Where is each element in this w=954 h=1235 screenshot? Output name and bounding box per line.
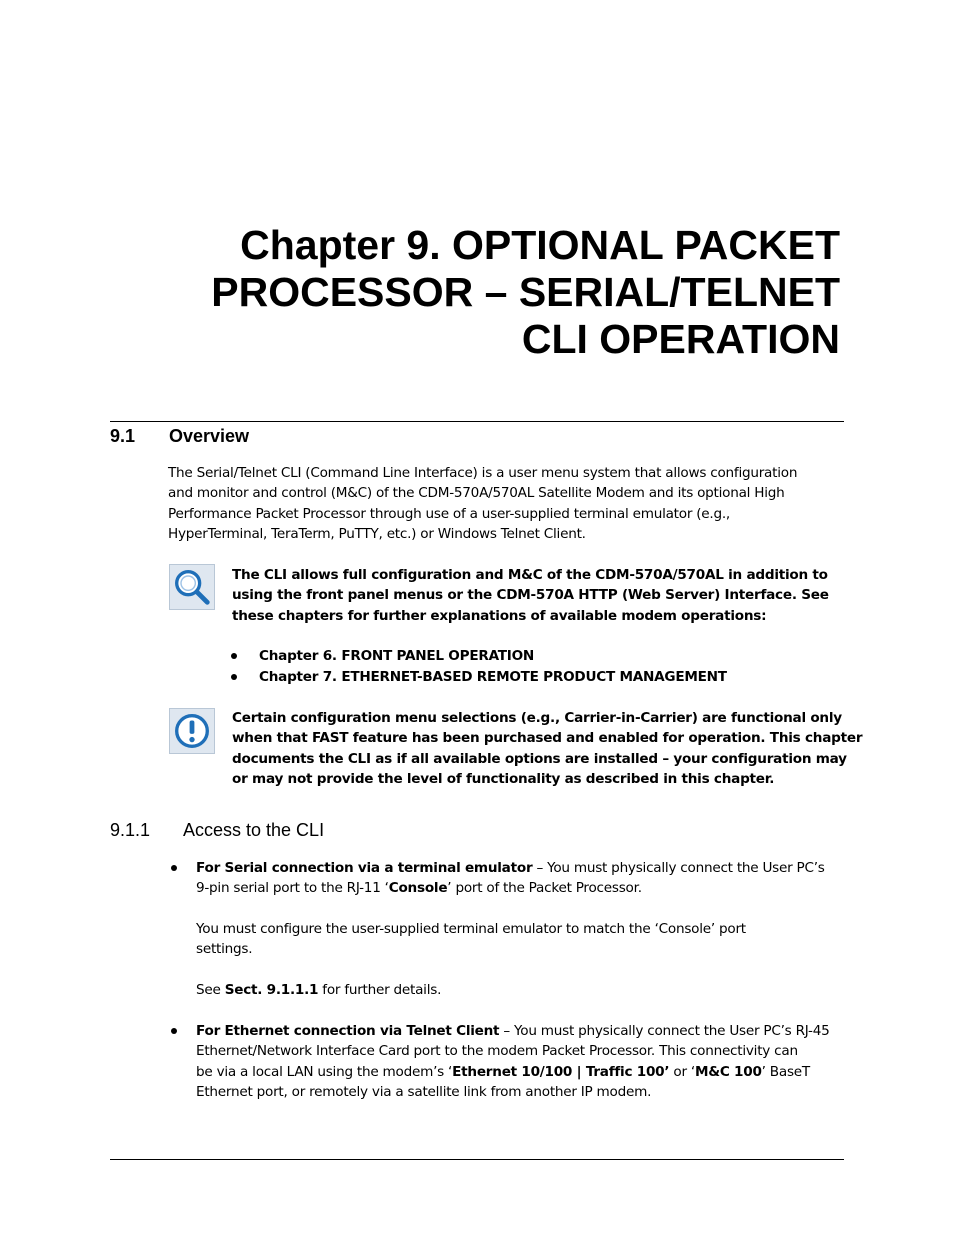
bullet-icon [231,674,237,680]
text-line: The CLI allows full configuration and M&C of the CDM-570A/570AL in addition to [232,567,828,583]
chapter-title-line-2: PROCESSOR – SERIAL/TELNET [211,269,840,315]
mc-port-label: M&C 100 [694,1063,762,1080]
text-line: and monitor and control (M&C) of the CDM-570A/570AL Satellite Modem and its optional High [168,485,785,502]
serial-config-paragraph [196,919,746,960]
text-line: when that FAST feature has been purchased and enabled for operation. This chapter [232,730,863,747]
section-heading-access-cli [110,819,324,841]
text-run: or ‘ [669,1063,695,1080]
magnifier-icon [169,564,215,610]
text-line: Performance Packet Processor through use of a user-supplied terminal emulator (e.g., [168,505,730,522]
text-line: Ethernet port, or remotely via a satellite link from another IP modem. [196,1084,652,1101]
section-rule [110,421,844,422]
text-line: Ethernet/Network Interface Card port to the modem Packet Processor. This connectivity can [196,1043,798,1060]
text-run: – You must physically connect the User PC’s RJ-45 [499,1023,830,1039]
see-section-paragraph [196,980,441,1000]
ethernet-lead: For Ethernet connection via Telnet Client [196,1023,500,1039]
bullet-icon [171,865,177,871]
ethernet-connection-item [196,1021,830,1103]
bullet-icon [231,653,237,659]
text-run: ’ port of the Packet Processor. [447,880,642,897]
text-run: for further details. [318,982,442,998]
bullet-chapter-7: Chapter 7. ETHERNET-BASED REMOTE PRODUCT MANAGEMENT [259,669,727,685]
text-line [196,858,825,878]
text-line: You must configure the user-supplied terminal emulator to match the ‘Console’ port [196,921,746,937]
section-title: Access to the CLI [183,820,325,840]
section-number: 9.1 [110,426,136,446]
text-line: HyperTerminal, TeraTerm, PuTTY, etc.) or Windows Telnet Client. [168,526,586,543]
text-run: – You must physically connect the User PC’s [532,860,825,876]
text-line: documents the CLI as if all available options are installed – your configuration may [232,750,847,767]
chapter-title [211,222,840,363]
bullet-icon [171,1028,177,1034]
overview-paragraph [168,463,797,545]
text-run: ’ BaseT [761,1063,810,1080]
text-line [196,1021,830,1041]
text-line: The Serial/Telnet CLI (Command Line Interface) is a user menu system that allows configuration [168,465,798,481]
text-line: these chapters for further explanations of available modem operations: [232,607,767,624]
footer-rule [110,1159,844,1160]
console-port-label: Console [388,880,448,897]
exclamation-icon [169,708,215,754]
warning-note-text [232,708,862,790]
serial-connection-item [196,858,825,899]
serial-lead: For Serial connection via a terminal emulator [196,860,533,876]
text-run: 9-pin serial port to the RJ-11 ‘ [196,880,389,897]
text-line: or may not provide the level of functionality as described in this chapter. [232,771,775,788]
text-line: settings. [196,941,253,958]
section-reference: Sect. 9.1.1.1 [224,982,319,998]
bullet-chapter-6: Chapter 6. FRONT PANEL OPERATION [259,648,535,664]
traffic-port-label: Ethernet 10/100 | Traffic 100’ [452,1063,670,1080]
section-number: 9.1.1 [110,820,151,840]
text-line: Certain configuration menu selections (e.g., Carrier-in-Carrier) are functional only [232,710,842,726]
chapter-title-line-1: Chapter 9. OPTIONAL PACKET [240,222,840,268]
info-note-text [232,565,829,626]
section-title: Overview [169,426,250,446]
text-run: See [196,982,225,998]
text-line [196,1062,830,1082]
text-line [196,878,825,898]
chapter-title-line-3: CLI OPERATION [521,316,840,362]
text-line: using the front panel menus or the CDM-570A HTTP (Web Server) Interface. See [232,587,829,604]
text-run: be via a local LAN using the modem’s ‘ [196,1063,453,1080]
section-heading-overview [110,425,249,447]
